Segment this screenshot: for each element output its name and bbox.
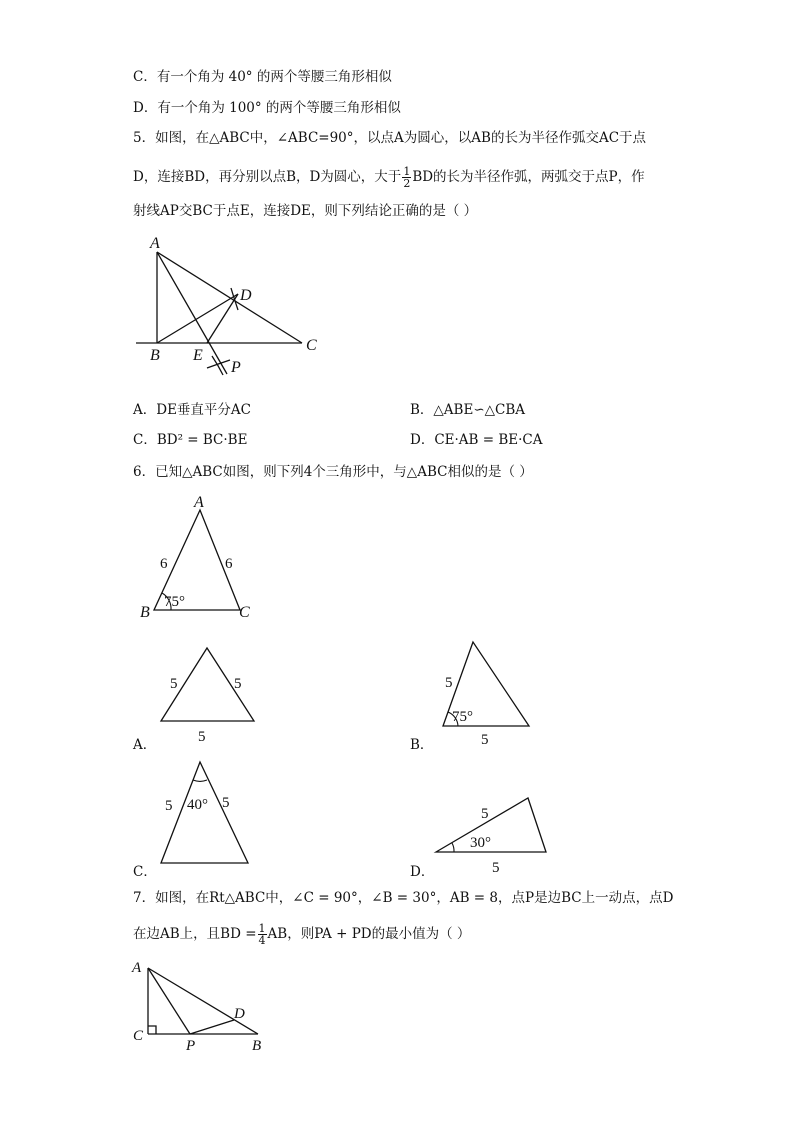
q5-line2-pre: D，连接BD，再分别以点B，D为圆心，大于 <box>133 169 402 185</box>
q5-option-b: B．△ABE∽△CBA <box>410 402 526 418</box>
q6-fig-c-angle: 40° <box>187 797 208 813</box>
q7-label-b: B <box>252 1038 262 1054</box>
q6-fig-b-angle: 75° <box>452 709 473 725</box>
q7-line2-post: AB，则PA + PD的最小值为（ ） <box>267 926 471 942</box>
q6-fig-a-left: 5 <box>170 676 178 692</box>
q6-main-label-c: C <box>239 604 250 621</box>
q5-label-b: B <box>150 347 160 364</box>
q6-fig-a-bottom: 5 <box>198 729 206 745</box>
q5-option-a: A．DE垂直平分AC <box>133 402 252 418</box>
q6-option-b-label: B． <box>410 737 434 753</box>
q6-fig-b-left: 5 <box>445 675 453 691</box>
q7-frac-num: 1 <box>258 922 266 935</box>
q6-fig-b-bottom: 5 <box>481 732 489 748</box>
q5-line-bd <box>157 294 238 343</box>
q6-fig-a <box>150 640 270 745</box>
q6-main-figure <box>138 492 278 622</box>
q5-line2-post: BD的长为半径作弧，两弧交于点P，作 <box>412 169 645 185</box>
q7-fraction <box>258 923 267 946</box>
q6-fig-c-right: 5 <box>222 795 230 811</box>
q5-line-de <box>207 294 238 343</box>
q5-label-a: A <box>150 235 160 252</box>
q6-fig-d-bottom: 5 <box>492 860 500 876</box>
q4-option-c: C．有一个角为 40° 的两个等腰三角形相似 <box>133 69 392 85</box>
q7-line-pd <box>190 1020 234 1034</box>
q5-label-c: C <box>306 337 317 354</box>
q6-option-c-label: C． <box>133 864 157 880</box>
q6-fig-d <box>430 790 560 880</box>
q7-line-ab <box>148 968 258 1034</box>
q7-label-p: P <box>186 1038 196 1054</box>
q7-figure <box>128 958 278 1053</box>
q6-fig-c <box>150 756 270 866</box>
q5-stem-line2 <box>133 166 645 189</box>
q7-frac-den: 4 <box>258 934 266 947</box>
q7-label-c: C <box>133 1028 144 1044</box>
q7-line-ap <box>148 968 190 1034</box>
q5-frac-num: 1 <box>403 165 411 178</box>
q7-label-d: D <box>234 1006 245 1022</box>
q6-main-side-left: 6 <box>160 556 168 572</box>
q6-fig-b <box>430 636 550 746</box>
q5-option-c: C．BD² = BC·BE <box>133 432 248 448</box>
q6-fig-c-angle-arc <box>193 780 207 781</box>
q5-label-p: P <box>231 359 241 376</box>
q6-fig-a-right: 5 <box>234 676 242 692</box>
q5-frac-den: 2 <box>403 177 411 190</box>
q7-label-a: A <box>132 960 142 976</box>
q6-stem: 6．已知△ABC如图，则下列4个三角形中，与△ABC相似的是（ ） <box>133 464 533 480</box>
q7-stem-line2 <box>133 923 470 946</box>
q6-option-a-label: A． <box>133 737 157 753</box>
q6-option-d-label: D． <box>410 864 435 880</box>
q6-main-angle-label: 75° <box>164 594 185 610</box>
q5-stem-line1: 5．如图，在△ABC中，∠ABC=90°，以点A为圆心，以AB的长为半径作弧交AC于点 <box>133 130 647 146</box>
q6-fig-d-angle: 30° <box>470 835 491 851</box>
q5-stem-line3: 射线AP交BC于点E，连接DE，则下列结论正确的是（ ） <box>133 203 478 219</box>
q7-right-angle-mark <box>148 1026 156 1034</box>
q5-figure <box>130 232 330 376</box>
q6-fig-d-angle-arc <box>452 843 454 852</box>
q4-option-d: D．有一个角为 100° 的两个等腰三角形相似 <box>133 100 401 116</box>
q5-label-e: E <box>193 347 203 364</box>
q5-label-d: D <box>240 287 252 304</box>
q5-ray-ap <box>157 252 227 374</box>
q6-main-side-right: 6 <box>225 556 233 572</box>
q6-fig-c-left: 5 <box>165 798 173 814</box>
q6-main-label-a: A <box>194 494 204 511</box>
q6-fig-d-top: 5 <box>481 806 489 822</box>
q6-main-label-b: B <box>140 604 150 621</box>
q5-fraction <box>402 166 411 189</box>
q7-line2-pre: 在边AB上，且BD = <box>133 926 257 942</box>
q7-stem-line1: 7．如图，在Rt△ABC中，∠C = 90°，∠B = 30°，AB = 8，点P是边BC上一动点，点D <box>133 890 674 906</box>
q5-option-d: D．CE·AB = BE·CA <box>410 432 543 448</box>
